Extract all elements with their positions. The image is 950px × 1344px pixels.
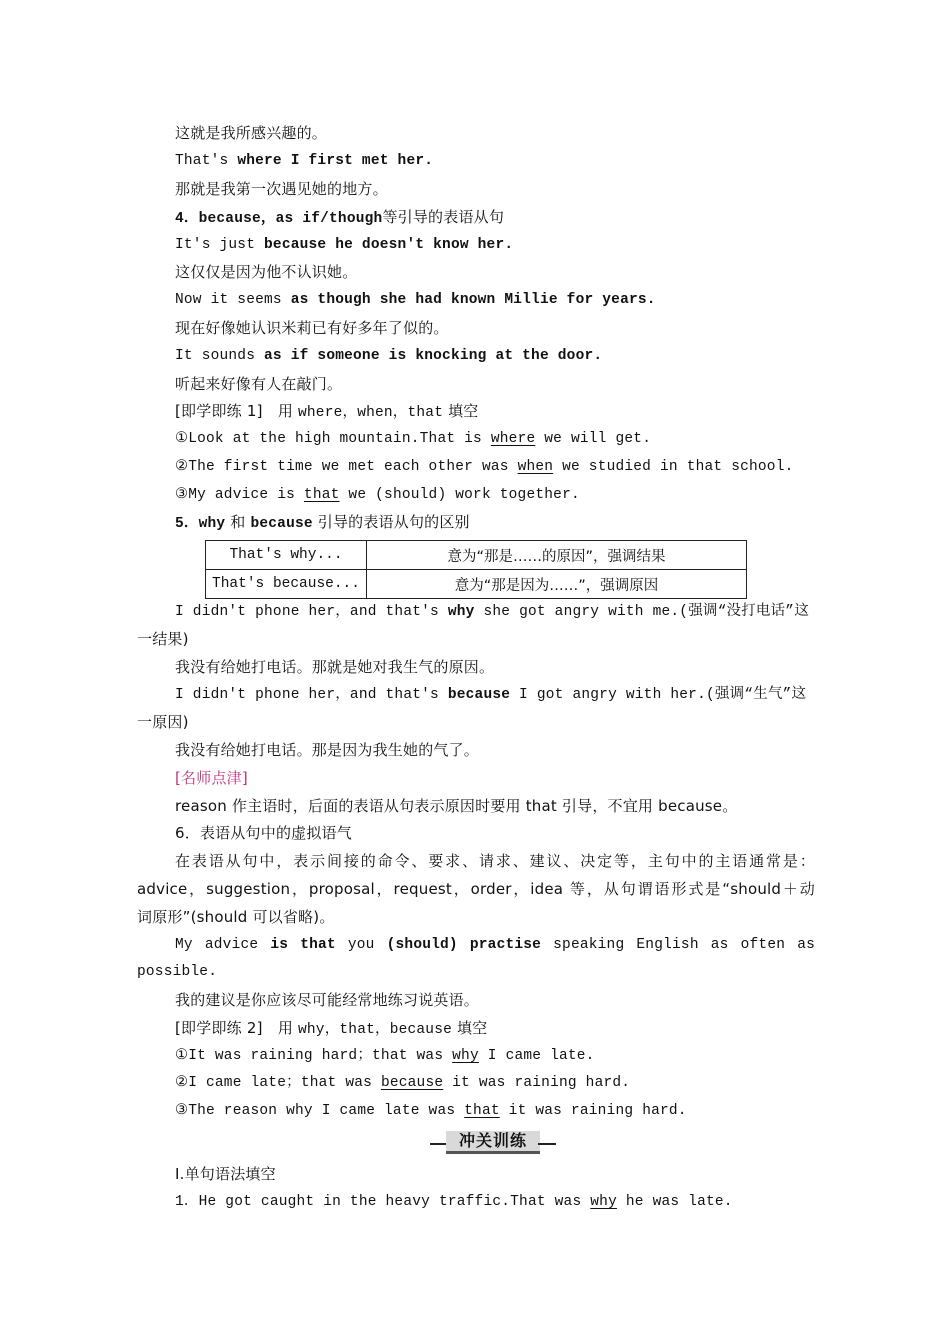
heading-text: 引导的表语从句的区别 [312, 513, 470, 531]
bold-text: as if someone is knocking at the door. [264, 348, 603, 364]
practice-label: [即学即练 2] 用 [175, 1019, 298, 1037]
plain-text: we (should) work together. [339, 487, 580, 503]
plain-text: ①It was raining hard；that was [175, 1048, 453, 1064]
bold-text: because he doesn't know her. [264, 237, 514, 253]
rule-paragraph-line: 词原形”(should 可以省略)。 [137, 908, 335, 926]
exercise-section-title: Ⅰ.单句语法填空 [175, 1165, 276, 1183]
section-heading-4 [175, 207, 504, 229]
exercise-item [175, 1046, 595, 1066]
plain-text: I came late. [478, 1048, 595, 1064]
rule-paragraph-line: advice，suggestion，proposal，request，order，idea 等，从句谓语形式是“should＋动 [137, 880, 815, 898]
word: as [710, 937, 729, 953]
answer-blank: why [590, 1194, 617, 1210]
bold-text: that [300, 937, 336, 953]
answer-blank: why [452, 1048, 479, 1064]
answer-blank: where [490, 431, 536, 447]
bold-text: why [198, 516, 226, 532]
plain-text: ②The first time we met each other was [175, 459, 518, 475]
answer-blank: that [303, 487, 340, 503]
practice-instruction: 填空 [443, 402, 479, 420]
tip-text: reason 作主语时，后面的表语从句表示原因时要用 that 引导，不宜用 because。 [175, 797, 738, 815]
answer-blank: when [517, 459, 554, 475]
table-row [206, 541, 747, 570]
word: you [347, 937, 375, 953]
plain-text: it was raining hard. [499, 1103, 687, 1119]
example-sentence [175, 346, 602, 366]
table-cell-pattern: That's why... [206, 541, 367, 570]
exercise-item [175, 429, 651, 449]
bold-text: because [447, 687, 511, 703]
bold-text: because [250, 516, 313, 532]
bold-text: where I first met her. [237, 153, 434, 169]
section-heading-6: 6．表语从句中的虚拟语气 [175, 824, 352, 842]
exercise-item [175, 485, 580, 505]
banner-line-right [538, 1143, 556, 1145]
plain-text: we will get. [535, 431, 652, 447]
comparison-table [205, 540, 747, 599]
example-sentence [175, 685, 806, 705]
practice-heading-1 [175, 401, 478, 423]
table-row [206, 570, 747, 599]
plain-text: That's [175, 153, 238, 169]
heading-text: 等引导的表语从句 [382, 208, 505, 226]
plain-text: It sounds [175, 348, 265, 364]
word: often [740, 937, 786, 953]
heading-number: 5． [175, 516, 199, 532]
plain-text: It's just [175, 237, 265, 253]
rule-paragraph-line: 在表语从句中，表示间接的命令、要求、请求、建议、决定等，主句中的主语通常是： [175, 852, 815, 870]
exercise-item [175, 1073, 630, 1093]
bold-text: as though she had known Millie for years. [290, 292, 656, 308]
bold-text: (should) [386, 937, 458, 953]
example-translation: 这就是我所感兴趣的。 [175, 124, 328, 142]
bold-text: is [270, 937, 289, 953]
example-translation: 听起来好像有人在敲门。 [175, 375, 343, 393]
example-sentence [175, 290, 656, 310]
practice-instruction: 填空 [452, 1019, 488, 1037]
plain-text: ②I came late；that was [175, 1075, 381, 1091]
example-sentence [175, 235, 513, 255]
banner-title: 冲关训练 [446, 1131, 540, 1154]
example-translation: 我的建议是你应该尽可能经常地练习说英语。 [175, 991, 480, 1009]
example-translation: 那就是我第一次遇见她的地方。 [175, 180, 388, 198]
example-sentence [175, 602, 809, 622]
example-sentence [175, 151, 433, 171]
example-sentence [175, 935, 815, 955]
word: speaking [553, 937, 625, 953]
sentence-continuation: 一原因) [137, 713, 189, 731]
plain-text: she got angry with me.(强调“没打电话”这 [474, 604, 809, 620]
exercise-item [175, 457, 794, 477]
plain-text: he was late. [616, 1194, 733, 1210]
word: advice [204, 937, 259, 953]
heading-text: 和 [225, 513, 251, 531]
practice-heading-2 [175, 1018, 487, 1040]
exercise-item [175, 1192, 733, 1212]
table-cell-meaning: 意为“那是因为……”，强调原因 [367, 570, 747, 599]
plain-text: we studied in that school. [553, 459, 794, 475]
example-translation: 现在好像她认识米莉已有好多年了似的。 [175, 319, 449, 337]
plain-text: Now it seems [175, 292, 291, 308]
table-cell-pattern: That's because... [206, 570, 367, 599]
example-translation: 这仅仅是因为他不认识她。 [175, 263, 358, 281]
example-translation: 我没有给她打电话。那就是她对我生气的原因。 [175, 658, 495, 676]
section-banner [430, 1128, 556, 1154]
plain-text: 1．He got caught in the heavy traffic.That was [175, 1194, 591, 1210]
sentence-continuation: possible. [137, 964, 218, 980]
word: as [797, 937, 815, 953]
practice-words: where，when，that [297, 405, 444, 421]
plain-text: I didn't phone her，and that's [175, 687, 448, 703]
word: My [175, 937, 193, 953]
answer-blank: because [380, 1075, 444, 1091]
word: English [636, 937, 699, 953]
teacher-tip-label: [名师点津] [175, 769, 248, 787]
plain-text: ①Look at the high mountain.That is [175, 431, 491, 447]
plain-text: I didn't phone her，and that's [175, 604, 448, 620]
heading-number: 4．because，as if/though [175, 211, 383, 227]
practice-words: why，that，because [297, 1022, 453, 1038]
bold-text: practise [469, 937, 542, 953]
exercise-item [175, 1101, 687, 1121]
sentence-continuation: 一结果) [137, 630, 189, 648]
bold-text: why [447, 604, 475, 620]
practice-label: [即学即练 1] 用 [175, 402, 298, 420]
table-cell-meaning: 意为“那是……的原因”，强调结果 [367, 541, 747, 570]
plain-text: it was raining hard. [443, 1075, 631, 1091]
example-translation: 我没有给她打电话。那是因为我生她的气了。 [175, 741, 480, 759]
section-heading-5 [175, 512, 470, 534]
answer-blank: that [464, 1103, 500, 1119]
plain-text: ③My advice is [175, 487, 304, 503]
plain-text: I got angry with her.(强调“生气”这 [510, 687, 807, 703]
plain-text: ③The reason why I came late was [175, 1103, 465, 1119]
